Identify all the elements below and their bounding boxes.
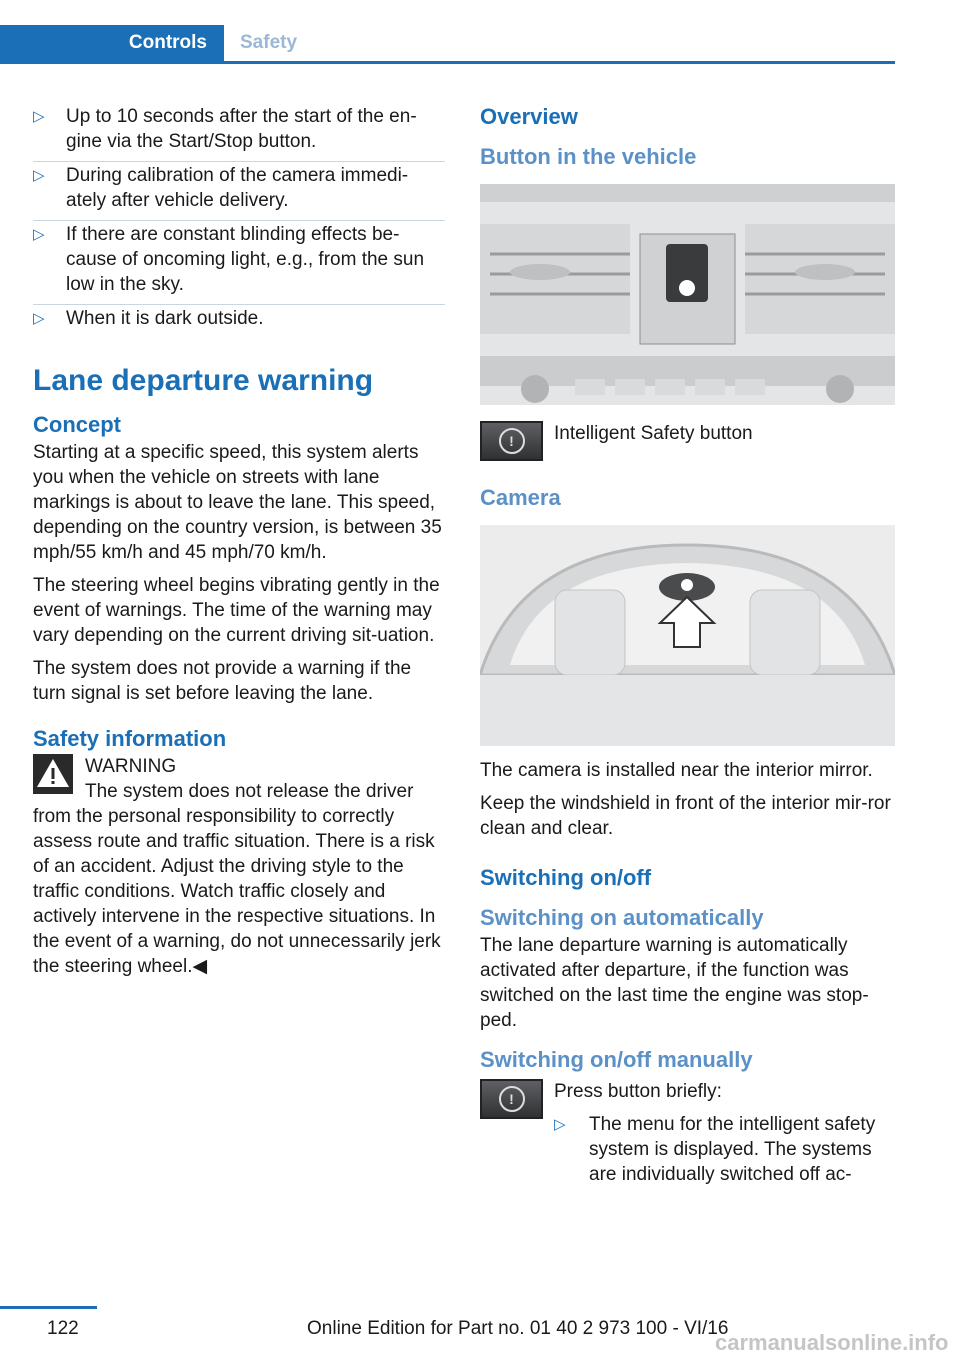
page-number: 122: [47, 1318, 79, 1339]
intelligent-safety-button-icon: !: [480, 421, 543, 461]
list-item: ▷ When it is dark outside.: [33, 308, 264, 329]
camera-photo: [480, 525, 895, 746]
left-column: [33, 104, 445, 987]
concept-paragraph-1: Starting at a specific speed, this system alerts you when the vehicle on streets with lane markings is about to leave the lane. This speed, depending on the country version, is between 35 mph/55 km/h and 45 mph/70 km/h.: [33, 442, 442, 563]
camera-heading: Camera: [480, 485, 561, 510]
concept-paragraph-2: The steering wheel begins vibrating gently in the event of warnings. The time of the warning may vary depending on the current driving sit‐uation.: [33, 575, 440, 646]
camera-paragraph-2: Keep the windshield in front of the interior mir‐ror clean and clear.: [480, 793, 891, 839]
list-item: ▷ If there are constant blinding effects be‐cause of oncoming light, e.g., from the sun low in the sky.: [33, 222, 445, 305]
windshield-camera-illustration: [480, 525, 895, 746]
triangle-bullet-icon: ▷: [33, 108, 45, 125]
switch-heading: Switching on/off: [480, 865, 652, 890]
button-heading: Button in the vehicle: [480, 144, 697, 169]
warning-label: WARNING: [85, 756, 177, 777]
tab-controls[interactable]: Controls: [0, 25, 224, 61]
dashboard-illustration: [480, 184, 895, 405]
overview-heading: Overview: [480, 104, 578, 129]
warning-triangle-icon: [33, 754, 73, 794]
concept-paragraph-3: The system does not provide a warning if the turn signal is set before leaving the lane.: [33, 658, 412, 704]
watermark: carmanualsonline.info: [715, 1330, 949, 1355]
online-edition-text: Online Edition for Part no. 01 40 2 973 100 - VI/16: [307, 1318, 729, 1339]
safety-heading: Safety information: [33, 726, 227, 751]
auto-paragraph: The lane departure warning is automatically activated after departure, if the function was switched on the last time the engine was stop‐ped.: [480, 935, 869, 1031]
manual-row: [480, 1079, 895, 1187]
footer-rule: [0, 1306, 97, 1309]
manual-bullet-list: [554, 1112, 895, 1187]
auto-heading: Switching on automatically: [480, 905, 764, 930]
list-item: ▷ Up to 10 seconds after the start of the en‐gine via the Start/Stop button.: [33, 104, 445, 162]
list-item: ▷ During calibration of the camera immedi‐ately after vehicle delivery.: [33, 163, 445, 221]
triangle-bullet-icon: ▷: [554, 1116, 566, 1133]
concept-heading: Concept: [33, 412, 121, 437]
manual-heading: Switching on/off manually: [480, 1047, 753, 1072]
camera-paragraph-1: The camera is installed near the interior mirror.: [480, 760, 873, 781]
triangle-bullet-icon: ▷: [33, 226, 45, 243]
manual-press-text: Press button briefly:: [554, 1081, 722, 1102]
right-column: [480, 104, 895, 1187]
section-title: Lane departure warning: [33, 364, 374, 397]
list-item: ▷ The menu for the intelligent safety system is displayed. The systems are individually switched off ac‐: [554, 1114, 876, 1185]
button-caption: Intelligent Safety button: [554, 423, 753, 444]
tab-safety[interactable]: Safety: [240, 32, 298, 53]
header-bar: [0, 25, 895, 64]
warning-block: [33, 754, 445, 979]
intelligent-safety-button-icon: !: [480, 1079, 543, 1119]
dashboard-photo: [480, 184, 895, 405]
button-legend-row: [480, 421, 895, 461]
triangle-bullet-icon: ▷: [33, 310, 45, 327]
warning-text: The system does not release the driver from the personal responsibility to correctly assess route and traffic situation. There is a risk of an accident. Adjust the driving style to the traffic conditions. Watch traffic closely and actively intervene in the respective situations. In the event of a warning, do not unnecessarily jerk the steering wheel.◀: [33, 781, 441, 977]
triangle-bullet-icon: ▷: [33, 167, 45, 184]
bullet-list: [33, 104, 445, 338]
